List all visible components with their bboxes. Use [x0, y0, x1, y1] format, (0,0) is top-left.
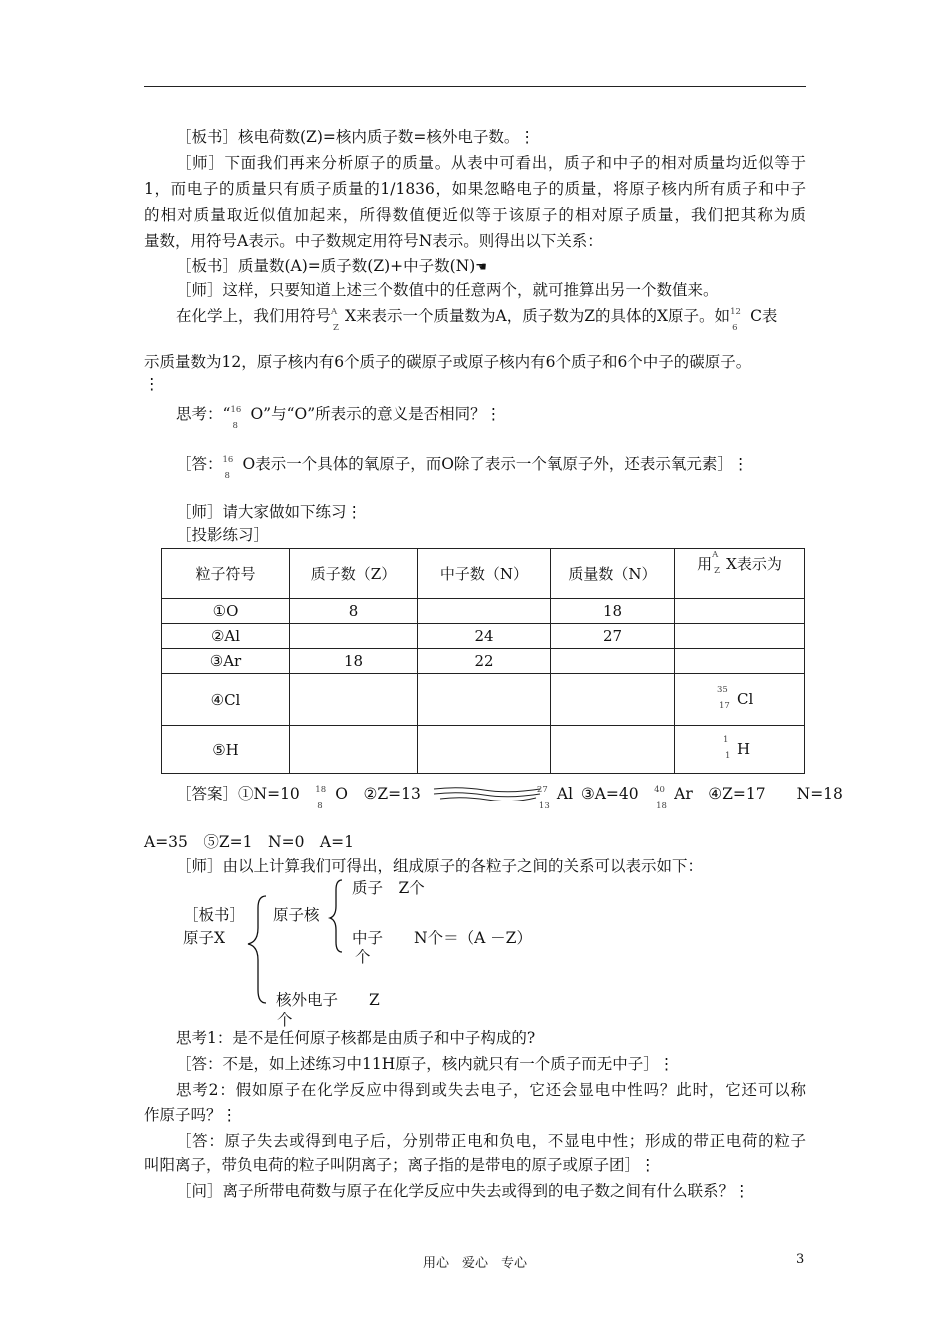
nuclide-prefix: A Z — [331, 307, 339, 333]
proton-label: 质子 Z个 — [352, 879, 425, 897]
paragraph-line: 的相对质量取近似值加起来，所得数值便近似等于该原子的相对原子质量，我们把其称为质 — [144, 206, 806, 224]
header-rule — [144, 86, 806, 87]
atom-label: 原子X — [183, 929, 226, 947]
board-label: ［板书］ — [183, 906, 246, 924]
paragraph-line: 示质量数为12，原子核内有6个质子的碳原子或原子核内有6个质子和6个中子的碳原子。 — [144, 353, 752, 371]
think-2-cont: 作原子吗？⋮ — [144, 1106, 238, 1124]
ellipsis-mark: ⋮ — [144, 375, 160, 393]
table-row: ②Al 24 27 — [162, 624, 805, 649]
think-2: 思考2：假如原子在化学反应中得到或失去电子，它还会显电中性吗？此时，它还可以称 — [176, 1081, 806, 1099]
pointer-icon: ☚ — [475, 260, 487, 275]
table-header: 质子数（Z） — [290, 549, 418, 599]
table-row: ③Ar 18 22 — [162, 649, 805, 674]
wavy-annotation-icon — [432, 785, 542, 801]
mass-formula: ［板书］质量数(A)=质子数(Z)+中子数(N) — [176, 257, 476, 275]
answer-2-cont: 叫阳离子，带负电荷的粒子叫阴离子；离子指的是带电的原子或原子团］⋮ — [144, 1156, 656, 1174]
neutron-tail: 个 — [355, 948, 371, 966]
board-line-2 — [176, 256, 806, 278]
think-1: 思考1：是不是任何原子核都是由质子和中子构成的? — [176, 1029, 536, 1047]
projection-title: ［投影练习］ — [176, 526, 270, 544]
brace-diagram — [244, 868, 354, 1038]
page-number: 3 — [796, 1252, 805, 1267]
inner-brace-icon — [330, 880, 342, 952]
answer-row: ［答案］①N=10 18 8 O ②Z=13 27 13 Al ③A=40 40 18 Ar ④Z=17 N=18 — [176, 785, 843, 811]
answer-1: ［答：不是，如上述练习中11H原子，核内就只有一个质子而无中子］⋮ — [176, 1055, 675, 1073]
paragraph-line: ［师］请大家做如下练习⋮ — [176, 503, 363, 521]
nuclide-prefix: 12 6 — [730, 307, 741, 333]
table-row: ④Cl 35 17 Cl — [162, 674, 805, 726]
paragraph-line: 1，而电子的质量只有质子质量的1/1836，如果忽略电子的质量，将原子核内所有质子和中子 — [144, 180, 806, 198]
nuclide-prefix: A Z — [712, 550, 721, 576]
nuclide-prefix: 16 8 — [222, 455, 234, 481]
think-line: 思考：“ 16 8 O”与“O”所表示的意义是否相同？⋮ — [176, 405, 502, 431]
answer-row-2: A=35 ⑤Z=1 N=0 A=1 — [144, 833, 354, 851]
electron-label: 核外电子 Z — [276, 991, 380, 1009]
cl-nuclide-cell: 35 17 Cl — [675, 674, 805, 726]
nuclide-prefix: 35 17 — [717, 684, 730, 711]
answer-line: ［答： 16 8 O表示一个具体的氧原子，而O除了表示一个氧原子外，还表示氧元素］⋮ — [176, 455, 749, 481]
exercise-table — [161, 548, 805, 774]
question-3: ［问］离子所带电荷数与原子在化学反应中失去或得到的电子数之间有什么联系？⋮ — [176, 1182, 750, 1200]
footer-text: 用心 爱心 专心 — [422, 1256, 527, 1271]
nucleus-label: 原子核 — [273, 906, 320, 924]
h-nuclide-cell: 1 1 H — [675, 726, 805, 774]
paragraph-line: ［师］由以上计算我们可得出，组成原子的各粒子之间的关系可以表示如下： — [176, 857, 704, 875]
table-header: 用 A Z X表示为 — [675, 549, 805, 599]
electron-tail: 个 — [277, 1011, 293, 1029]
table-row: ①O 8 18 — [162, 599, 805, 624]
board-line-1: ［板书］核电荷数(Z)=核内质子数=核外电子数。⋮ — [176, 128, 535, 146]
nuclide-prefix: 27 13 — [536, 785, 550, 811]
notation-line: 在化学上，我们用符号 A Z X来表示一个质量数为A，质子数为Z的具体的X原子。如 12 6 C表 — [176, 307, 778, 333]
nuclide-prefix: 18 8 — [315, 785, 327, 811]
answer-2: ［答：原子失去或得到电子后，分别带正电和负电，不显电中性；形成的带正电荷的粒子 — [176, 1132, 806, 1150]
nuclide-prefix: 1 1 — [723, 734, 731, 761]
outer-brace-icon — [248, 896, 266, 1003]
table-header: 粒子符号 — [162, 549, 290, 599]
neutron-label: 中子 N个＝（A －Z） — [352, 929, 532, 947]
paragraph-line: ［师］这样，只要知道上述三个数值中的任意两个，就可推算出另一个数值来。 — [176, 281, 719, 299]
table-header: 质量数（N） — [551, 549, 675, 599]
table-header-row — [162, 549, 805, 599]
nuclide-prefix: 16 8 — [230, 405, 242, 431]
table-header: 中子数（N） — [418, 549, 551, 599]
table-row: ⑤H 1 1 H — [162, 726, 805, 774]
nuclide-prefix: 40 18 — [654, 785, 667, 811]
paragraph-line: ［师］下面我们再来分析原子的质量。从表中可看出，质子和中子的相对质量均近似等于 — [176, 154, 806, 172]
paragraph-line: 量数，用符号A表示。中子数规定用符号N表示。则得出以下关系： — [144, 232, 603, 250]
